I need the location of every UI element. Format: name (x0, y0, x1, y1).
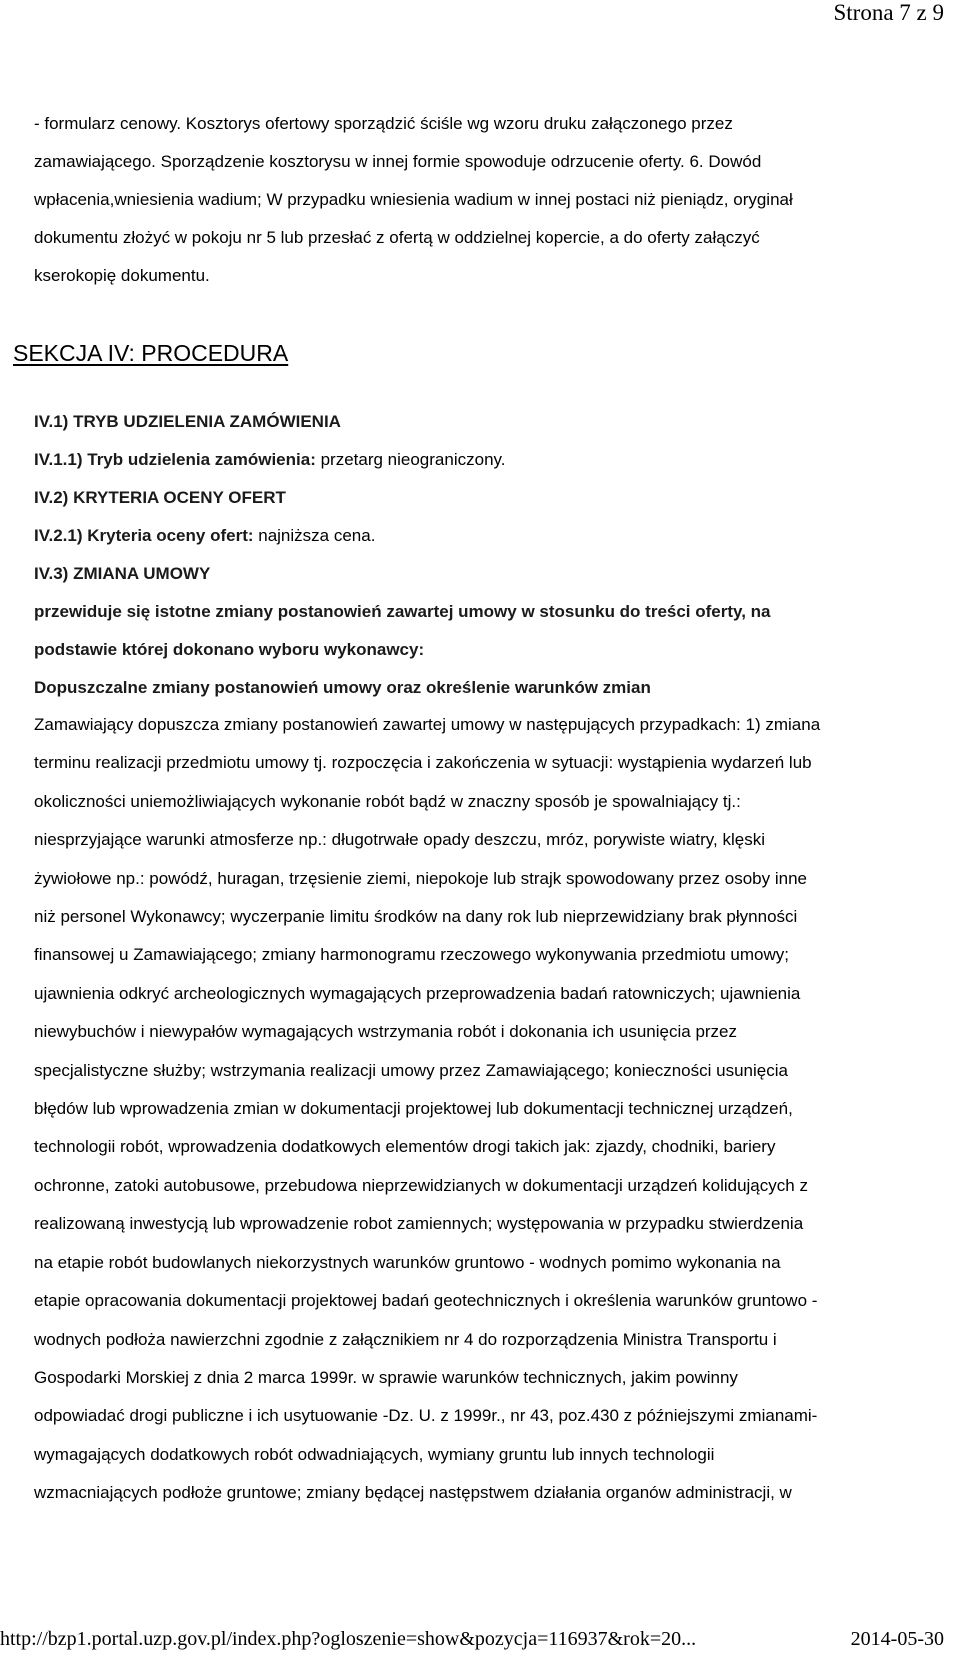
intro-paragraph (34, 105, 934, 295)
paragraph-line: realizowaną inwestycją lub wprowadzenie robot zamiennych; występowania w przypadku stwierdzenia (34, 1214, 804, 1234)
heading-zmiana-umowy: IV.3) ZMIANA UMOWY (34, 564, 211, 583)
paragraph-line: okoliczności uniemożliwiających wykonanie robót bądź w znaczny sposób je spowalniający tj.: (34, 791, 741, 811)
paragraph-line: niesprzyjające warunki atmosferze np.: długotrwałe opady deszczu, mróz, porywiste wiatry, klęski (34, 830, 765, 850)
paragraph-line: technologii robót, wprowadzenia dodatkowych elementów drogi takich jak: zjazdy, chodniki, bariery (34, 1137, 776, 1157)
paragraph-line: niż personel Wykonawcy; wyczerpanie limitu środków na dany rok lub nieprzewidziany brak płynności (34, 907, 798, 927)
heading-tryb: IV.1) TRYB UDZIELENIA ZAMÓWIENIA (34, 412, 341, 431)
paragraph-line: wzmacniających podłoże gruntowe; zmiany będącej następstwem działania organów administracji, w (34, 1483, 792, 1503)
zmiana-umowy-line: przewiduje się istotne zmiany postanowień zawartej umowy w stosunku do treści oferty, na (34, 602, 771, 621)
intro-line: - formularz cenowy. Kosztorys ofertowy sporządzić ściśle wg wzoru druku załączonego przez (34, 114, 733, 133)
paragraph-line: specjalistyczne służby; wstrzymania realizacji umowy przez Zamawiającego; konieczności usunięcia (34, 1060, 788, 1080)
intro-line: kserokopię dokumentu. (34, 266, 210, 285)
paragraph-line: terminu realizacji przedmiotu umowy tj. rozpoczęcia i zakończenia w sytuacji: wystąpienia wydarzeń lub (34, 753, 812, 773)
kryteria-row (34, 517, 934, 555)
heading-kryteria: IV.2) KRYTERIA OCENY OFERT (34, 488, 286, 507)
zmiana-umowy-subheading: Dopuszczalne zmiany postanowień umowy oraz określenie warunków zmian (34, 678, 651, 697)
tryb-udzielenia-value: przetarg nieograniczony. (315, 450, 506, 469)
paragraph-line: na etapie robót budowlanych niekorzystnych warunków gruntowo - wodnych pomimo wykonania na (34, 1252, 781, 1272)
tryb-udzielenia-label: IV.1.1) Tryb udzielenia zamówienia: (34, 450, 316, 469)
paragraph-line: etapie opracowania dokumentacji projektowej badań geotechnicznych i określenia warunków gruntowo - (34, 1291, 818, 1311)
section-title: SEKCJA IV: PROCEDURA (13, 340, 289, 366)
paragraph-line: odpowiadać drogi publiczne i ich usytuowanie -Dz. U. z 1999r., nr 43, poz.430 z późniejszymi zmianami- (34, 1406, 818, 1426)
paragraph-line: błędów lub wprowadzenia zmian w dokumentacji projektowej lub dokumentacji technicznej urządzeń, (34, 1099, 793, 1119)
intro-line: dokumentu złożyć w pokoju nr 5 lub przesłać z ofertą w oddzielnej kopercie, a do oferty załączyć (34, 228, 760, 247)
zmiana-umowy-line: podstawie której dokonano wyboru wykonawcy: (34, 640, 425, 659)
intro-line: zamawiającego. Sporządzenie kosztorysu w innej formie spowoduje odrzucenie oferty. 6. Dowód (34, 152, 762, 171)
paragraph-line: finansowej u Zamawiającego; zmiany harmonogramu rzeczowego wykonywania przedmiotu umowy; (34, 945, 789, 965)
print-date: 2014-05-30 (850, 1628, 944, 1650)
paragraph-line: Zamawiający dopuszcza zmiany postanowień zawartej umowy w następujących przypadkach: 1) zmiana (34, 715, 821, 734)
paragraph-line: niewybuchów i niewypałów wymagających wstrzymania robót i dokonania ich usunięcia przez (34, 1022, 738, 1042)
paragraph-line: wymagających dodatkowych robót odwadniających, wymiany gruntu lub innych technologii (34, 1444, 715, 1464)
paragraph-line: ujawnienia odkryć archeologicznych wymagających przeprowadzenia badań ratowniczych; ujawnienia (34, 983, 801, 1003)
tryb-udzielenia-row (34, 441, 934, 479)
paragraph-line: żywiołowe np.: powódź, huragan, trzęsienie ziemi, niepokoje lub strajk spowodowany przez osoby inne (34, 868, 807, 888)
paragraph-line: ochronne, zatoki autobusowe, przebudowa nieprzewidzianych w dokumentacji urządzeń kolidujących z (34, 1175, 808, 1195)
kryteria-value: najniższa cena. (253, 526, 376, 545)
kryteria-label: IV.2.1) Kryteria oceny ofert: (34, 526, 254, 545)
intro-line: wpłacenia,wniesienia wadium; W przypadku wniesienia wadium w innej postaci niż pieniądz, oryginał (34, 190, 793, 209)
page-number: Strona 7 z 9 (833, 0, 944, 25)
paragraph-line: wodnych podłoża nawierzchni zgodnie z załącznikiem nr 4 do rozporządzenia Ministra Transportu i (34, 1329, 777, 1349)
source-url-link[interactable]: http://bzp1.portal.uzp.gov.pl/index.php?ogloszenie=show&pozycja=116937&rok=20... (0, 1628, 697, 1650)
paragraph-line: Gospodarki Morskiej z dnia 2 marca 1999r. w sprawie warunków technicznych, jakim powinny (34, 1367, 738, 1387)
procedure-block (34, 403, 934, 707)
zmiany-paragraph (34, 706, 934, 1513)
